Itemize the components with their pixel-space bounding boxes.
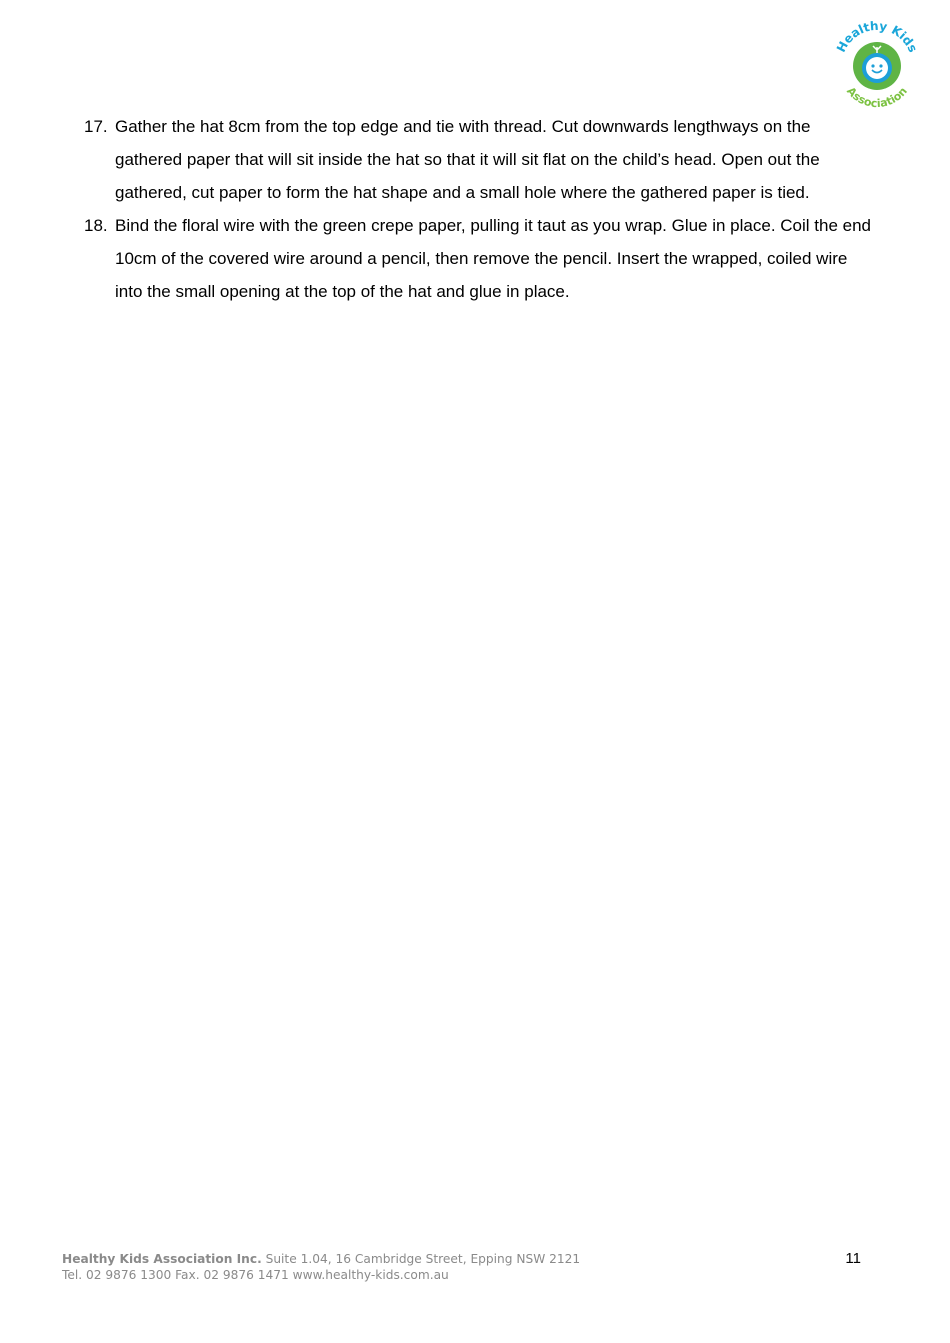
footer-contact: Tel. 02 9876 1300 Fax. 02 9876 1471 www.healthy-kids.com.au bbox=[62, 1268, 449, 1282]
page-footer bbox=[62, 1251, 762, 1283]
page-number: 11 bbox=[845, 1250, 861, 1267]
step-text: Gather the hat 8cm from the top edge and tie with thread. Cut downwards lengthways on the gathered paper that will sit inside the hat so that it will sit flat on the child’s head. Open out the gathered, cut paper to form the hat shape and a small hole where the gathered paper is tied. bbox=[115, 117, 820, 202]
healthy-kids-logo-graphic bbox=[830, 18, 924, 112]
step-number: 17. bbox=[84, 117, 108, 136]
step-18 bbox=[84, 209, 874, 308]
step-17 bbox=[84, 110, 874, 209]
svg-text:Healthy Kids: Healthy Kids bbox=[833, 18, 921, 55]
footer-address: Suite 1.04, 16 Cambridge Street, Epping NSW 2121 bbox=[261, 1252, 581, 1266]
instructions-list bbox=[84, 110, 874, 308]
svg-text:Association: Association bbox=[844, 84, 910, 111]
healthy-kids-logo bbox=[830, 18, 924, 112]
footer-org-name: Healthy Kids Association Inc. bbox=[62, 1252, 262, 1266]
step-text: Bind the floral wire with the green crepe paper, pulling it taut as you wrap. Glue in place. Coil the end 10cm of the covered wire around a pencil, then remove the pencil. Insert the wrapped, coiled wire into the small opening at the top of the hat and glue in place. bbox=[115, 216, 871, 301]
footer-line-1 bbox=[62, 1251, 762, 1267]
step-number: 18. bbox=[84, 216, 108, 235]
